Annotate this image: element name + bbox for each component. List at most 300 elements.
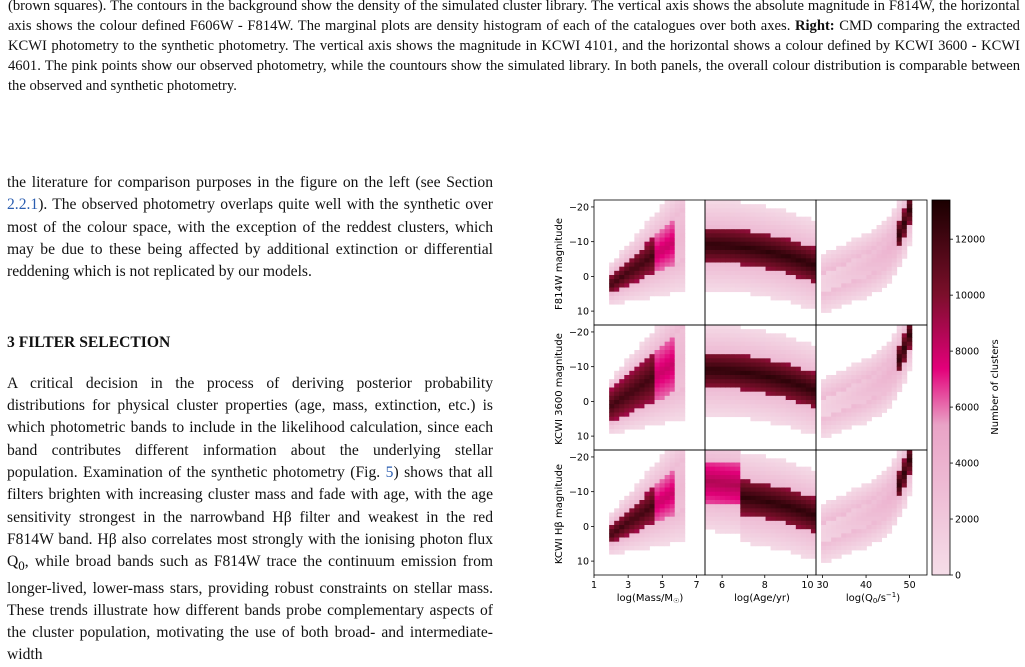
heatmap-cell xyxy=(887,350,892,355)
heatmap-cell xyxy=(841,504,846,509)
heatmap-cell xyxy=(655,263,660,268)
heatmap-cell xyxy=(705,258,710,263)
heatmap-cell xyxy=(776,421,781,426)
heatmap-cell xyxy=(806,396,811,401)
heatmap-cell xyxy=(634,504,639,509)
heatmap-cell xyxy=(892,221,897,226)
heatmap-cell xyxy=(811,354,816,359)
heatmap-cell xyxy=(710,267,715,272)
heatmap-cell xyxy=(786,263,791,268)
heatmap-cell xyxy=(609,296,614,301)
heatmap-cell xyxy=(720,238,725,243)
heatmap-cell xyxy=(872,238,877,243)
heatmap-cell xyxy=(872,504,877,509)
heatmap-cell xyxy=(791,238,796,243)
xtick-label: 6 xyxy=(719,580,726,591)
heatmap-cell xyxy=(836,408,841,413)
heatmap-cell xyxy=(771,375,776,380)
heatmap-cell xyxy=(786,467,791,472)
heatmap-cell xyxy=(644,392,649,397)
heatmap-cell xyxy=(877,400,882,405)
heatmap-cell xyxy=(771,483,776,488)
ytick-label: −10 xyxy=(568,362,589,374)
heatmap-cell xyxy=(836,258,841,263)
heatmap-cell xyxy=(740,333,745,338)
heatmap-cell xyxy=(720,250,725,255)
heatmap-cell xyxy=(720,508,725,513)
heatmap-cell xyxy=(851,279,856,284)
heatmap-cell xyxy=(806,292,811,297)
heatmap-cell xyxy=(761,283,766,288)
heatmap-cell xyxy=(836,404,841,409)
heatmap-cell xyxy=(624,254,629,259)
heatmap-cell xyxy=(680,275,685,280)
heatmap-cell xyxy=(877,479,882,484)
heatmap-cell xyxy=(821,521,826,526)
heatmap-cell xyxy=(861,525,866,530)
heatmap-cell xyxy=(740,396,745,401)
heatmap-cell xyxy=(831,508,836,513)
heatmap-cell xyxy=(660,246,665,251)
heatmap-cell xyxy=(791,271,796,276)
heatmap-cell xyxy=(836,396,841,401)
heatmap-cell xyxy=(851,392,856,397)
heatmap-cell xyxy=(831,517,836,522)
heatmap-cell xyxy=(655,379,660,384)
heatmap-cell xyxy=(882,492,887,497)
heatmap-cell xyxy=(877,521,882,526)
heatmap-cell xyxy=(750,358,755,363)
heatmap-cell xyxy=(841,254,846,259)
heatmap-cell xyxy=(851,513,856,518)
heatmap-cell xyxy=(720,458,725,463)
heatmap-cell xyxy=(750,213,755,218)
heatmap-cell xyxy=(670,458,675,463)
heatmap-cell xyxy=(655,242,660,247)
heatmap-cell xyxy=(861,283,866,288)
heatmap-cell xyxy=(725,458,730,463)
heatmap-cell xyxy=(740,388,745,393)
heatmap-cell xyxy=(766,504,771,509)
heatmap-cell xyxy=(781,267,786,272)
heatmap-cell xyxy=(851,246,856,251)
heatmap-cell xyxy=(796,288,801,293)
heatmap-cell xyxy=(841,271,846,276)
heatmap-cell xyxy=(796,363,801,368)
heatmap-cell xyxy=(887,367,892,372)
heatmap-cell xyxy=(634,288,639,293)
heatmap-cell xyxy=(745,467,750,472)
heatmap-cell xyxy=(629,546,634,551)
heatmap-cell xyxy=(801,388,806,393)
heatmap-cell xyxy=(887,258,892,263)
heatmap-cell xyxy=(892,267,897,272)
heatmap-cell xyxy=(644,350,649,355)
heatmap-cell xyxy=(644,263,649,268)
heatmap-cell xyxy=(715,392,720,397)
paragraph-2: A critical decision in the process of deriving posterior probability distributions for physical cluster properties (age, mass, extinction, etc.) is which photometric bands to include in the likelihood calculation, since each band contributes different information about the underlying stellar population. Examination of the synthetic photometry (Fig. 5) shows that all filters brighten with increasing cluster mass and fade with age, with the age sensitivity strongest in the narrowband Hβ filter and weakest in the red F814W band. Hβ also correlates most strongly with the ionising photon flux $Q_0$, while broad bands such as F814W trace the continuum emission from longer-lived, lower-mass stars, providing robust constraints on stellar mass. These trends illustrate how different bands probe complementary aspects of the cluster population, motivating the use of both broad- and intermediate-width xyxy=(7,374,493,664)
heatmap-cell xyxy=(710,404,715,409)
heatmap-cell xyxy=(897,475,902,480)
heatmap-cell xyxy=(796,221,801,226)
heatmap-cell xyxy=(861,263,866,268)
figure-link[interactable]: 5 xyxy=(385,463,394,481)
heatmap-cell xyxy=(781,413,786,418)
heatmap-cell xyxy=(846,246,851,251)
heatmap-cell xyxy=(801,429,806,434)
heatmap-cell xyxy=(644,383,649,388)
heatmap-cell xyxy=(877,508,882,513)
heatmap-cell xyxy=(735,246,740,251)
heatmap-cell xyxy=(791,371,796,376)
heatmap-cell xyxy=(902,254,907,259)
heatmap-cell xyxy=(806,400,811,405)
heatmap-cell xyxy=(836,304,841,309)
xtick-label: 40 xyxy=(860,580,873,591)
heatmap-cell xyxy=(680,267,685,272)
heatmap-cell xyxy=(745,208,750,213)
heatmap-cell xyxy=(660,263,665,268)
heatmap-cell xyxy=(720,338,725,343)
heatmap-cell xyxy=(725,450,730,455)
heatmap-cell xyxy=(831,521,836,526)
heatmap-cell xyxy=(766,217,771,222)
heatmap-cell xyxy=(745,525,750,530)
heatmap-cell xyxy=(781,292,786,297)
heatmap-cell xyxy=(826,429,831,434)
heatmap-cell xyxy=(841,267,846,272)
heatmap-cell xyxy=(745,488,750,493)
heatmap-cell xyxy=(766,238,771,243)
heatmap-cell xyxy=(680,521,685,526)
heatmap-cell xyxy=(740,458,745,463)
heatmap-cell xyxy=(665,342,670,347)
heatmap-cell xyxy=(902,238,907,243)
heatmap-cell xyxy=(882,504,887,509)
heatmap-cell xyxy=(766,367,771,372)
heatmap-cell xyxy=(745,504,750,509)
heatmap-cell xyxy=(665,263,670,268)
heatmap-cell xyxy=(670,367,675,372)
heatmap-cell xyxy=(735,400,740,405)
heatmap-cell xyxy=(801,404,806,409)
heatmap-cell xyxy=(761,342,766,347)
heatmap-cell xyxy=(781,525,786,530)
heatmap-cell xyxy=(776,358,781,363)
heatmap-cell xyxy=(902,250,907,255)
heatmap-cell xyxy=(705,463,710,468)
heatmap-cell xyxy=(715,400,720,405)
heatmap-cell xyxy=(836,429,841,434)
heatmap-cell xyxy=(750,504,755,509)
heatmap-cell xyxy=(740,538,745,543)
heatmap-cell xyxy=(745,217,750,222)
heatmap-cell xyxy=(801,271,806,276)
heatmap-cell xyxy=(705,350,710,355)
heatmap-cell xyxy=(650,371,655,376)
heatmap-cell xyxy=(735,479,740,484)
heatmap-cell xyxy=(786,488,791,493)
heatmap-cell xyxy=(761,229,766,234)
heatmap-cell xyxy=(796,229,801,234)
heatmap-cell xyxy=(735,208,740,213)
heatmap-cell xyxy=(811,479,816,484)
heatmap-cell xyxy=(846,525,851,530)
heatmap-cell xyxy=(801,425,806,430)
heatmap-cell xyxy=(725,254,730,259)
heatmap-cell xyxy=(644,504,649,509)
heatmap-cell xyxy=(720,258,725,263)
heatmap-cell xyxy=(846,421,851,426)
heatmap-cell xyxy=(781,513,786,518)
heatmap-cell xyxy=(791,413,796,418)
heatmap-cell xyxy=(836,375,841,380)
heatmap-cell xyxy=(892,508,897,513)
heatmap-cell xyxy=(619,275,624,280)
heatmap-cell xyxy=(755,204,760,209)
heatmap-cell xyxy=(761,258,766,263)
heatmap-cell xyxy=(624,404,629,409)
heatmap-cell xyxy=(715,346,720,351)
heatmap-cell xyxy=(750,392,755,397)
heatmap-cell xyxy=(660,371,665,376)
heatmap-cell xyxy=(831,546,836,551)
heatmap-cell xyxy=(665,492,670,497)
heatmap-cell xyxy=(761,392,766,397)
heatmap-cell xyxy=(872,388,877,393)
heatmap-cell xyxy=(750,225,755,230)
heatmap-cell xyxy=(745,463,750,468)
heatmap-cell xyxy=(761,358,766,363)
heatmap-cell xyxy=(655,408,660,413)
heatmap-cell xyxy=(634,529,639,534)
heatmap-cell xyxy=(801,421,806,426)
heatmap-cell xyxy=(670,200,675,205)
heatmap-cell xyxy=(776,400,781,405)
heatmap-cell xyxy=(670,379,675,384)
heatmap-cell xyxy=(761,242,766,247)
heatmap-cell xyxy=(680,342,685,347)
heatmap-cell xyxy=(680,471,685,476)
heatmap-cell xyxy=(882,225,887,230)
heatmap-cell xyxy=(786,529,791,534)
heatmap-cell xyxy=(755,279,760,284)
heatmap-cell xyxy=(811,525,816,530)
heatmap-cell xyxy=(624,396,629,401)
heatmap-cell xyxy=(730,408,735,413)
heatmap-cell xyxy=(851,488,856,493)
heatmap-cell xyxy=(650,267,655,272)
heatmap-cell xyxy=(791,233,796,238)
heatmap-cell xyxy=(745,229,750,234)
heatmap-cell xyxy=(801,250,806,255)
heatmap-cell xyxy=(897,488,902,493)
heatmap-cell xyxy=(791,221,796,226)
heatmap-cell xyxy=(821,417,826,422)
heatmap-cell xyxy=(761,379,766,384)
heatmap-cell xyxy=(766,388,771,393)
heatmap-cell xyxy=(735,329,740,334)
heatmap-cell xyxy=(786,546,791,551)
heatmap-cell xyxy=(766,471,771,476)
heatmap-cell xyxy=(680,475,685,480)
heatmap-cell xyxy=(887,238,892,243)
heatmap-cell xyxy=(861,296,866,301)
heatmap-cell xyxy=(836,371,841,376)
heatmap-cell xyxy=(786,363,791,368)
heatmap-cell xyxy=(750,250,755,255)
heatmap-cell xyxy=(634,367,639,372)
heatmap-cell xyxy=(740,233,745,238)
heatmap-cell xyxy=(761,404,766,409)
heatmap-cell xyxy=(720,329,725,334)
heatmap-cell xyxy=(831,542,836,547)
heatmap-cell xyxy=(660,258,665,263)
heatmap-cell xyxy=(624,417,629,422)
heatmap-cell xyxy=(715,475,720,480)
heatmap-cell xyxy=(644,475,649,480)
heatmap-cell xyxy=(750,525,755,530)
heatmap-cell xyxy=(866,246,871,251)
heatmap-cell xyxy=(887,517,892,522)
heatmap-cell xyxy=(776,271,781,276)
heatmap-cell xyxy=(720,279,725,284)
heatmap-cell xyxy=(877,238,882,243)
heatmap-cell xyxy=(720,288,725,293)
heatmap-cell xyxy=(680,463,685,468)
heatmap-cell xyxy=(735,396,740,401)
heatmap-cell xyxy=(766,413,771,418)
heatmap-cell xyxy=(866,417,871,422)
heatmap-cell xyxy=(665,542,670,547)
heatmap-cell xyxy=(771,417,776,422)
heatmap-cell xyxy=(766,363,771,368)
heatmap-cell xyxy=(766,463,771,468)
heatmap-cell xyxy=(745,529,750,534)
heatmap-cell xyxy=(851,242,856,247)
heatmap-cell xyxy=(761,271,766,276)
heatmap-cell xyxy=(892,350,897,355)
heatmap-cell xyxy=(624,525,629,530)
heatmap-cell xyxy=(786,279,791,284)
heatmap-cell xyxy=(796,242,801,247)
heatmap-cell xyxy=(841,392,846,397)
heatmap-cell xyxy=(761,417,766,422)
heatmap-cell xyxy=(609,513,614,518)
heatmap-cell xyxy=(715,217,720,222)
heatmap-cell xyxy=(745,225,750,230)
heatmap-cell xyxy=(660,358,665,363)
heatmap-cell xyxy=(745,471,750,476)
heatmap-cell xyxy=(766,508,771,513)
heatmap-cell xyxy=(801,267,806,272)
heatmap-cell xyxy=(882,233,887,238)
heatmap-cell xyxy=(776,392,781,397)
heatmap-cell xyxy=(786,371,791,376)
heatmap-cell xyxy=(877,529,882,534)
heatmap-cell xyxy=(766,408,771,413)
heatmap-cell xyxy=(877,496,882,501)
heatmap-cell xyxy=(730,517,735,522)
heatmap-cell xyxy=(634,271,639,276)
heatmap-cell xyxy=(902,329,907,334)
heatmap-cell xyxy=(730,492,735,497)
heatmap-cell xyxy=(740,379,745,384)
heatmap-cell xyxy=(861,517,866,522)
heatmap-cell xyxy=(715,267,720,272)
ytick-label: 10 xyxy=(576,306,589,318)
heatmap-cell xyxy=(675,450,680,455)
heatmap-cell xyxy=(786,396,791,401)
heatmap-cell xyxy=(675,288,680,293)
heatmap-cell xyxy=(861,246,866,251)
heatmap-cell xyxy=(892,258,897,263)
heatmap-cell xyxy=(660,504,665,509)
heatmap-cell xyxy=(624,408,629,413)
heatmap-cell xyxy=(750,367,755,372)
heatmap-cell xyxy=(705,204,710,209)
section-link[interactable]: 2.2.1 xyxy=(7,196,39,214)
heatmap-cell xyxy=(907,346,912,351)
heatmap-cell xyxy=(670,213,675,218)
heatmap-cell xyxy=(745,221,750,226)
heatmap-cell xyxy=(705,217,710,222)
heatmap-cell xyxy=(892,338,897,343)
heatmap-cell xyxy=(801,479,806,484)
heatmap-cell xyxy=(710,254,715,259)
heatmap-cell xyxy=(650,413,655,418)
heatmap-cell xyxy=(882,488,887,493)
heatmap-cell xyxy=(730,271,735,276)
heatmap-cell xyxy=(796,296,801,301)
heatmap-cell xyxy=(821,296,826,301)
heatmap-cell xyxy=(877,488,882,493)
heatmap-cell xyxy=(841,388,846,393)
heatmap-cell xyxy=(619,392,624,397)
heatmap-cell xyxy=(720,521,725,526)
heatmap-cell xyxy=(846,542,851,547)
heatmap-cell xyxy=(761,529,766,534)
heatmap-cell xyxy=(745,288,750,293)
heatmap-cell xyxy=(907,367,912,372)
heatmap-cell xyxy=(872,279,877,284)
heatmap-cell xyxy=(660,250,665,255)
heatmap-cell xyxy=(781,496,786,501)
heatmap-cell xyxy=(897,463,902,468)
heatmap-cell xyxy=(781,354,786,359)
heatmap-cell xyxy=(670,288,675,293)
heatmap-cell xyxy=(745,363,750,368)
heatmap-cell xyxy=(634,283,639,288)
heatmap-cell xyxy=(629,392,634,397)
heatmap-cell xyxy=(856,263,861,268)
heatmap-cell xyxy=(660,379,665,384)
heatmap-cell xyxy=(644,254,649,259)
heatmap-cell xyxy=(720,513,725,518)
heatmap-cell xyxy=(755,496,760,501)
heatmap-cell xyxy=(670,396,675,401)
heatmap-cell xyxy=(811,533,816,538)
heatmap-cell xyxy=(735,363,740,368)
heatmap-cell xyxy=(655,213,660,218)
heatmap-cell xyxy=(680,500,685,505)
heatmap-cell xyxy=(725,492,730,497)
heatmap-cell xyxy=(851,250,856,255)
heatmap-cell xyxy=(811,279,816,284)
heatmap-cell xyxy=(710,338,715,343)
heatmap-cell xyxy=(665,283,670,288)
heatmap-cell xyxy=(907,333,912,338)
